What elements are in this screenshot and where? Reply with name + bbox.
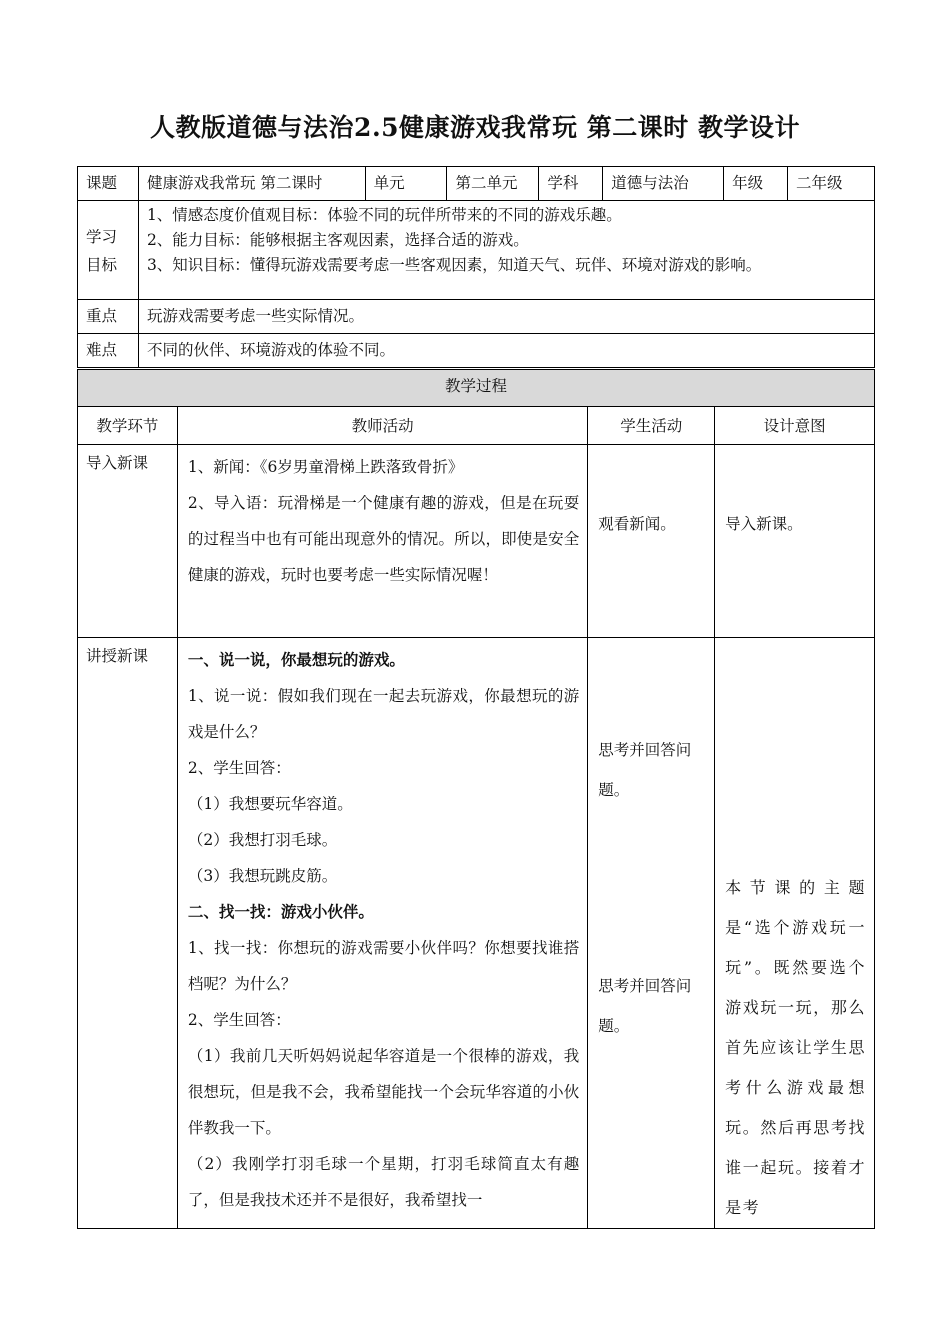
process-header: 教学过程	[78, 370, 875, 407]
difficulty-label: 难点	[78, 334, 139, 368]
objectives-label-line: 学习	[86, 228, 118, 246]
lesson-teacher-line: 2、学生回答：	[187, 759, 291, 777]
lesson-teacher-line: （2）我想打羽毛球。	[187, 831, 338, 849]
difficulty-value: 不同的伙伴、环境游戏的体验不同。	[138, 334, 874, 368]
grade-label: 年级	[724, 167, 788, 201]
intro-teacher-line: 2、导入语：玩滑梯是一个健康有趣的游戏，但是在玩耍的过程当中也有可能出现意外的情况。所以，即使是安全健康的游戏，玩时也要考虑一些实际情况喔！	[187, 494, 580, 584]
column-header: 教师活动	[177, 407, 587, 445]
grade-value: 二年级	[788, 167, 875, 201]
info-table	[77, 166, 875, 368]
process-table	[77, 369, 875, 1229]
lesson-student	[588, 638, 715, 1229]
intro-teacher-line: 1、新闻：《6岁男童滑梯上跌落致骨折》	[187, 458, 464, 476]
lesson-teacher-line: 1、找一找：你想玩的游戏需要小伙伴吗？你想要找谁搭档呢？为什么？	[187, 939, 580, 993]
objectives-cell	[138, 201, 874, 300]
objectives-label-line: 目标	[86, 256, 118, 274]
lesson-teacher-line: 1、说一说：假如我们现在一起去玩游戏，你最想玩的游戏是什么？	[187, 687, 580, 741]
lesson-teacher-line: （1）我前几天听妈妈说起华容道是一个很棒的游戏，我很想玩，但是我不会，我希望能找一个会玩华容道的小伙伴教我一下。	[187, 1047, 580, 1137]
objective-item: 1、情感态度价值观目标：体验不同的玩伴所带来的不同的游戏乐趣。	[146, 206, 622, 224]
lesson-section-heading: 一、说一说，你最想玩的游戏。	[187, 650, 405, 669]
key-value: 玩游戏需要考虑一些实际情况。	[138, 300, 874, 334]
topic-label: 课题	[78, 167, 139, 201]
lesson-stage: 讲授新课	[78, 638, 178, 1229]
lesson-section-heading: 二、找一找：游戏小伙伴。	[187, 902, 374, 921]
column-header: 设计意图	[715, 407, 875, 445]
key-label: 重点	[78, 300, 139, 334]
subject-value: 道德与法治	[603, 167, 724, 201]
objectives-label	[78, 201, 139, 300]
lesson-teacher-line: （2）我刚学打羽毛球一个星期，打羽毛球简直太有趣了，但是我技术还并不是很好，我希望找一	[187, 1155, 580, 1209]
column-header: 教学环节	[78, 407, 178, 445]
lesson-student-1: 思考并回答问题。	[598, 741, 692, 799]
intro-stage: 导入新课	[78, 445, 178, 638]
subject-label: 学科	[539, 167, 603, 201]
lesson-intent: 本节课的主题是“选个游戏玩一玩”。既然要选个游戏玩一玩，那么首先应该让学生思考什么游戏最想玩。然后再思考找谁一起玩。接着才是考	[715, 638, 875, 1229]
unit-value: 第二单元	[447, 167, 539, 201]
lesson-teacher-line: 2、学生回答：	[187, 1011, 291, 1029]
objective-item: 3、知识目标：懂得玩游戏需要考虑一些客观因素，知道天气、玩伴、环境对游戏的影响。	[146, 256, 762, 274]
intro-intent: 导入新课。	[715, 445, 875, 638]
objective-item: 2、能力目标：能够根据主客观因素，选择合适的游戏。	[146, 231, 529, 249]
unit-label: 单元	[365, 167, 447, 201]
column-header: 学生活动	[588, 407, 715, 445]
lesson-teacher-line: （1）我想要玩华容道。	[187, 795, 353, 813]
intro-teacher	[177, 445, 587, 638]
lesson-teacher-line: （3）我想玩跳皮筋。	[187, 867, 338, 885]
lesson-student-2: 思考并回答问题。	[598, 977, 692, 1035]
lesson-teacher	[177, 638, 587, 1229]
page-title: 人教版道德与法治2.5健康游戏我常玩 第二课时 教学设计	[150, 113, 800, 142]
intro-student: 观看新闻。	[588, 445, 715, 638]
topic-value: 健康游戏我常玩 第二课时	[138, 167, 365, 201]
